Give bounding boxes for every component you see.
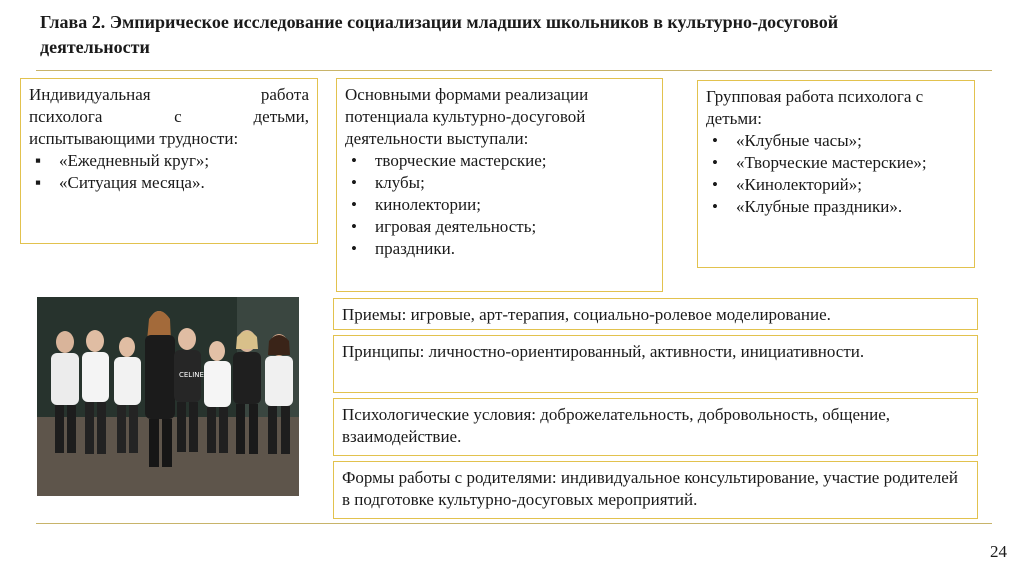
list-item: ▪ «Ситуация месяца». bbox=[29, 172, 309, 194]
conditions-box bbox=[333, 398, 978, 456]
shirt-text: CELINE bbox=[179, 371, 204, 379]
methods-text: Приемы: игровые, арт-терапия, социально-ролевое моделирование. bbox=[342, 305, 831, 324]
group-work-box bbox=[697, 80, 975, 268]
individual-work-box bbox=[20, 78, 318, 244]
conditions-text: Психологические условия: доброжелательность, добровольность, общение, взаимодействие. bbox=[342, 405, 891, 446]
individual-list bbox=[29, 150, 309, 194]
individual-line-1: Индивидуальная работа bbox=[29, 85, 309, 104]
list-item: • «Творческие мастерские»; bbox=[706, 152, 966, 174]
forms-box bbox=[336, 78, 663, 292]
list-item: • клубы; bbox=[345, 172, 654, 194]
list-item: • праздники. bbox=[345, 238, 654, 260]
list-item: ▪ «Ежедневный круг»; bbox=[29, 150, 309, 172]
group-list bbox=[706, 130, 966, 218]
list-item: • творческие мастерские; bbox=[345, 150, 654, 172]
page-number: 24 bbox=[990, 542, 1007, 561]
parents-box bbox=[333, 461, 978, 519]
bottom-rule bbox=[36, 523, 992, 524]
forms-list bbox=[345, 150, 654, 260]
group-heading: Групповая работа психолога с детьми: bbox=[706, 87, 924, 128]
list-item: • «Клубные часы»; bbox=[706, 130, 966, 152]
group-photo-illustration bbox=[37, 297, 299, 496]
slide-title: Глава 2. Эмпирическое исследование социализации младших школьников в культурно-досуговой деятельности bbox=[40, 12, 839, 57]
individual-line-2: психолога с детьми, bbox=[29, 107, 309, 126]
list-item: • «Кинолекторий»; bbox=[706, 174, 966, 196]
parents-text: Формы работы с родителями: индивидуальное консультирование, участие родителей в подготовке культурно-досуговых мероприятий. bbox=[342, 468, 958, 509]
methods-box bbox=[333, 298, 978, 330]
list-item: • «Клубные праздники». bbox=[706, 196, 966, 218]
principles-box bbox=[333, 335, 978, 393]
list-item: • кинолектории; bbox=[345, 194, 654, 216]
list-item: • игровая деятельность; bbox=[345, 216, 654, 238]
forms-heading: Основными формами реализации потенциала культурно-досуговой деятельности выступали: bbox=[345, 85, 589, 148]
top-rule bbox=[36, 70, 992, 71]
individual-line-3: испытывающими трудности: bbox=[29, 129, 239, 148]
principles-text: Принципы: личностно-ориентированный, активности, инициативности. bbox=[342, 342, 865, 361]
group-photo bbox=[37, 297, 299, 496]
